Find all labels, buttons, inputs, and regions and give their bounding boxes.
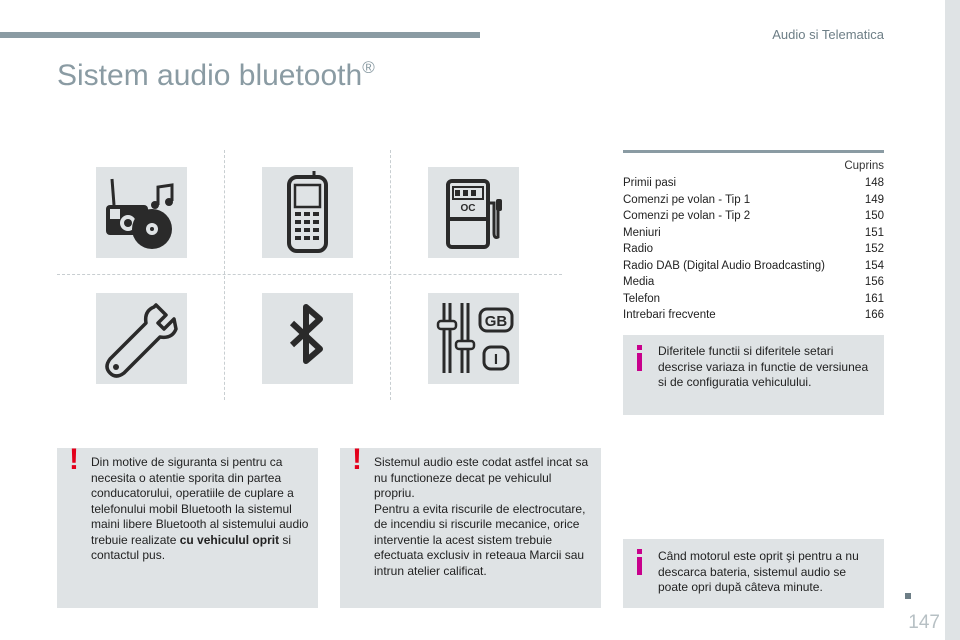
info-note-text: Diferitele functii si diferitele setari descrise variaza in functie de versiunea si de configuratia vehiculului. (658, 344, 869, 389)
info-note-text: Când motorul este oprit şi pentru a nu descarca bateria, sistemul audio se poate opri după câteva minute. (658, 549, 859, 594)
warning-text-bold: cu vehiculul oprit (179, 532, 280, 547)
audio-icon[interactable] (96, 167, 187, 258)
toc-item-label: Comenzi pe volan - Tip 2 (623, 210, 751, 222)
toc-item-page: 150 (864, 210, 884, 222)
toc-item-label: Meniuri (623, 226, 661, 239)
toc-item[interactable] (623, 307, 884, 324)
page-title-text: Sistem audio bluetooth (57, 59, 363, 92)
toc-item[interactable] (623, 208, 884, 225)
info-icon (634, 345, 646, 371)
warning-icon: ! (69, 443, 79, 476)
registered-mark: ® (362, 58, 375, 77)
language-sliders-icon[interactable] (428, 293, 519, 384)
toc-item-label: Media (623, 276, 655, 288)
toc-item-label: Intrebari frecvente (623, 309, 716, 321)
header-rule (0, 32, 480, 38)
toc-item-label: Comenzi pe volan - Tip 1 (623, 193, 751, 206)
fuel-pump-icon[interactable] (428, 167, 519, 258)
warning-note-safety (57, 443, 318, 608)
page-title (57, 58, 375, 93)
info-icon (634, 549, 646, 575)
toc-item-page: 161 (864, 292, 884, 305)
warning-note-text (91, 455, 311, 564)
toc-item-label: Radio DAB (Digital Audio Broadcasting) (623, 259, 825, 272)
warning-text-after: si contactul pus. (91, 532, 292, 562)
toc-item-page: 148 (864, 177, 884, 189)
toc-item[interactable] (623, 274, 884, 291)
footer-marker (905, 593, 911, 599)
toc-item-page: 151 (864, 226, 884, 239)
language-label-gb: GB (484, 313, 508, 330)
toc-item-page: 149 (864, 193, 884, 206)
toc-item-label: Radio (623, 243, 654, 255)
page-edge-strip (945, 0, 960, 640)
toc-item-page: 152 (864, 243, 884, 255)
toc-rule (623, 150, 884, 153)
grid-divider (57, 274, 562, 275)
warning-text-before: Din motive de siguranta si pentru ca necesita o atentie sporita din partea conducatorului, operatiile de cuplare a telefonului mobil Bluetooth la sistemul maini libere Bluetooth al sistemului audio trebuie realizate (91, 455, 309, 547)
info-note-versions (623, 335, 884, 415)
warning-icon: ! (352, 443, 362, 476)
fuel-pump-label: OC (460, 203, 476, 214)
warning-paragraph: Pentru a evita riscurile de electrocutare, de incendiu si riscurile mecanice, orice interventie la acest sistem trebuie efectuata exclusiv in reteaua Marcii sau intrun atelier calificat. (374, 501, 586, 578)
toc-item-page: 166 (864, 309, 884, 321)
warning-note-text (374, 455, 594, 579)
page-number: 147 (908, 612, 940, 633)
mobile-phone-icon[interactable] (262, 167, 353, 258)
toc-item[interactable] (623, 258, 884, 275)
toc-item[interactable] (623, 291, 884, 308)
toc-item[interactable] (623, 225, 884, 242)
toc-item-label: Telefon (623, 292, 661, 305)
toc-item-page: 156 (864, 276, 884, 288)
wrench-icon[interactable] (96, 293, 187, 384)
language-label-i: I (493, 351, 499, 368)
table-of-contents (623, 150, 884, 324)
info-note-battery (623, 539, 884, 608)
warning-paragraph: Sistemul audio este codat astfel incat sa nu functioneze decat pe vehiculul propriu. (374, 455, 589, 500)
toc-heading: Cuprins (844, 160, 884, 172)
warning-note-coding (340, 443, 601, 608)
bluetooth-icon[interactable] (262, 293, 353, 384)
toc-item[interactable] (623, 175, 884, 192)
toc-item-page: 154 (864, 259, 884, 272)
toc-item-label: Primii pasi (623, 177, 677, 189)
toc-item[interactable] (623, 241, 884, 258)
toc-item[interactable] (623, 192, 884, 209)
grid-divider (224, 150, 225, 400)
grid-divider (390, 150, 391, 400)
section-label: Audio si Telematica (772, 27, 884, 42)
